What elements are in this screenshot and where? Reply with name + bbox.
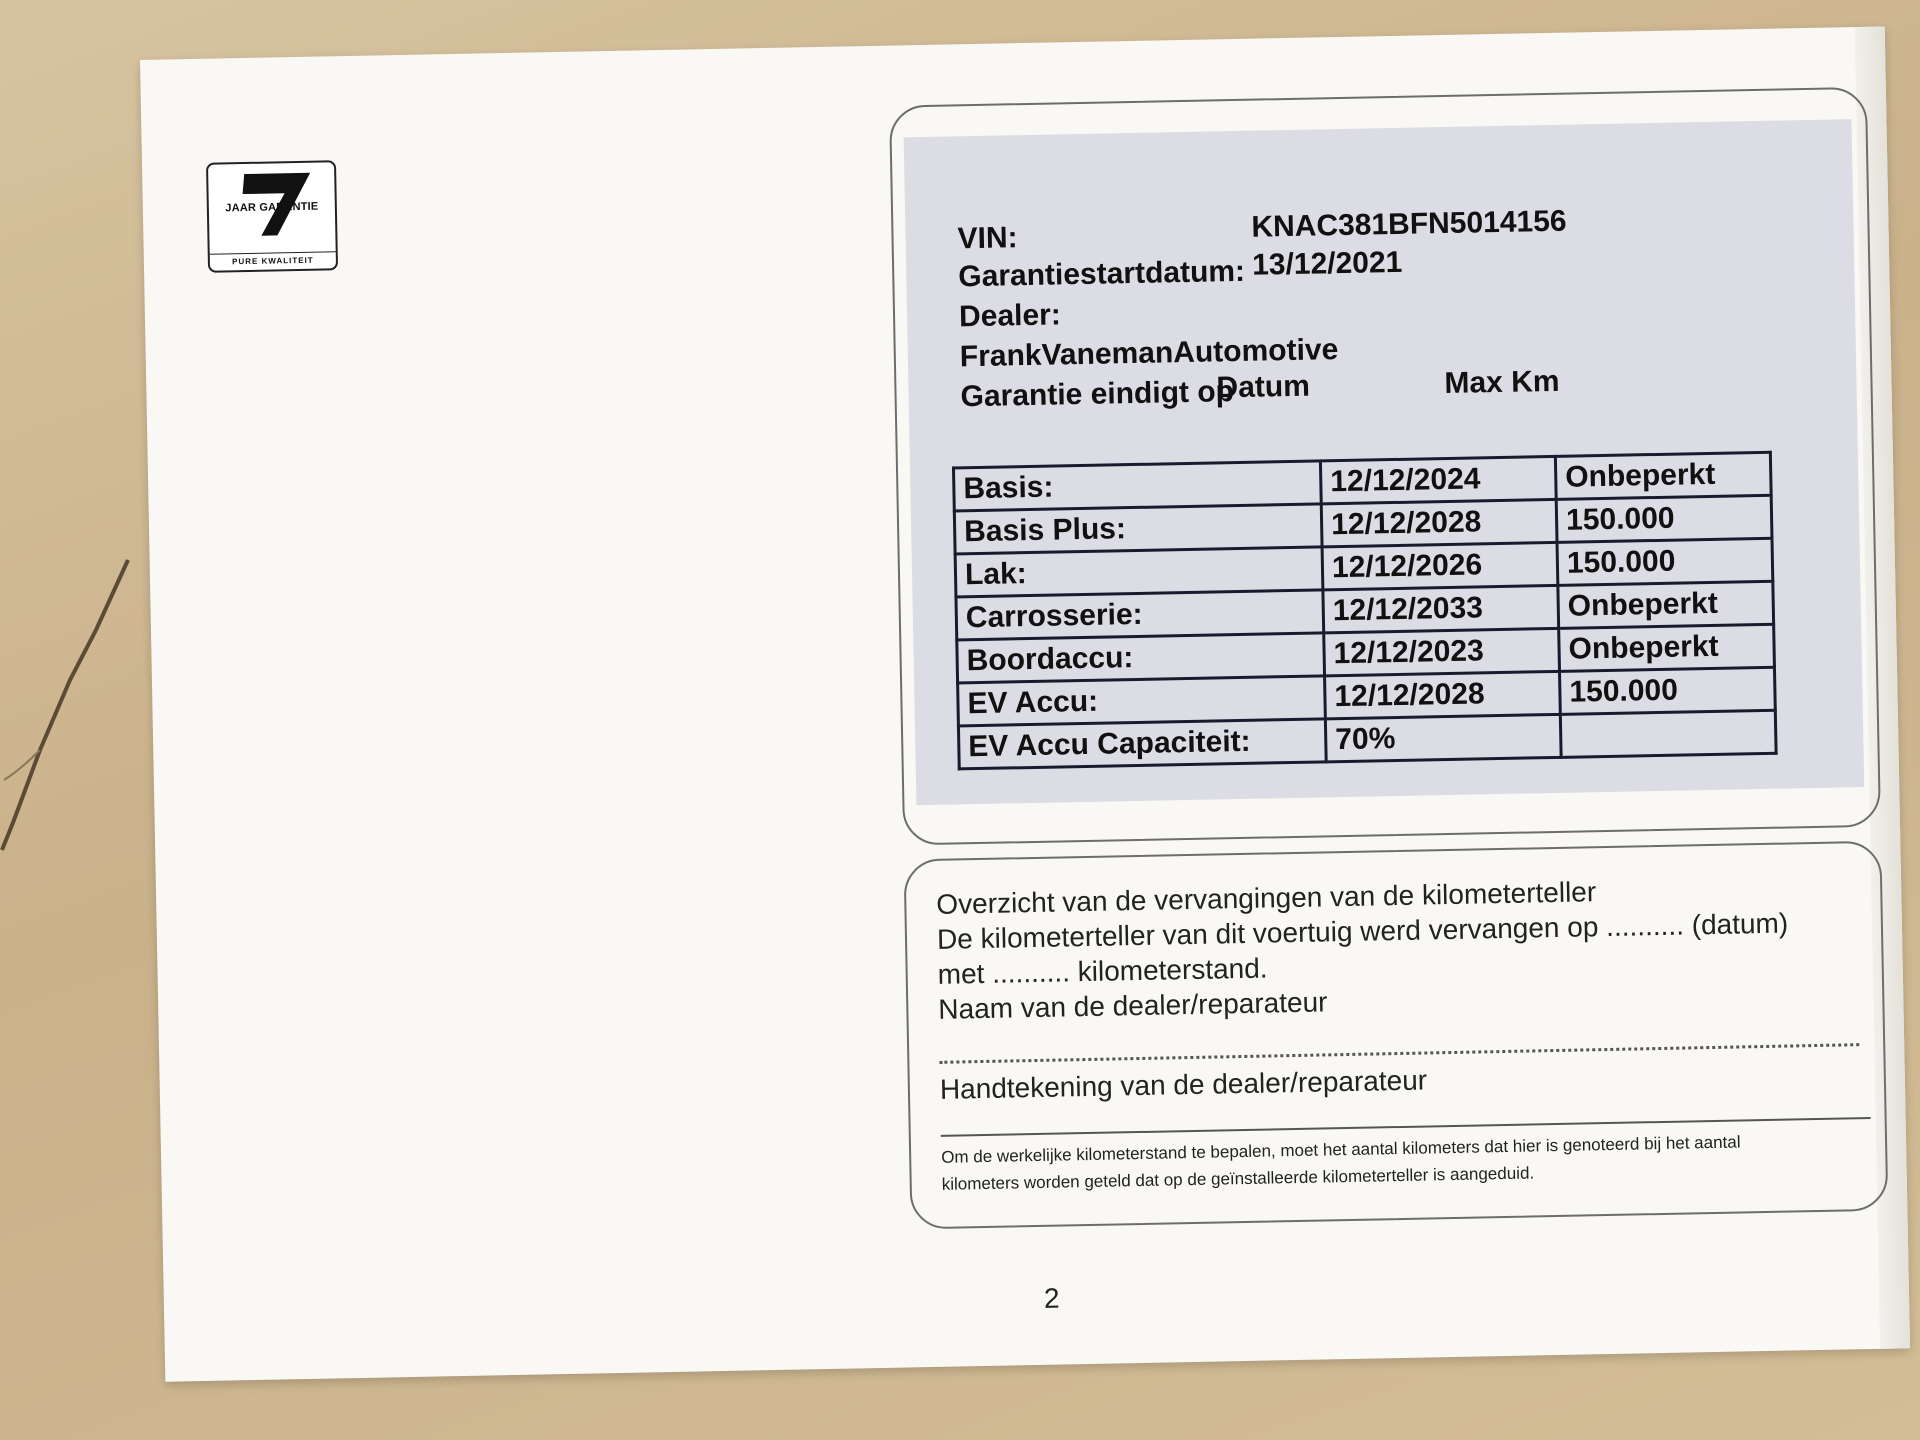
warranty-type: Basis Plus: (954, 504, 1322, 554)
vin-label: VIN: (957, 221, 1018, 256)
odometer-footnote-line-2: kilometers worden geteld dat op de geïnstalleerde kilometerteller is aangeduid. (941, 1163, 1535, 1194)
warranty-max-km: 150.000 (1557, 538, 1773, 585)
signature-label: Handtekening van de dealer/reparateur (939, 1064, 1428, 1105)
warranty-end-date: 12/12/2033 (1323, 585, 1559, 633)
warranty-max-km: Onbeperkt (1559, 624, 1775, 671)
odometer-title: Overzicht van de vervangingen van de kilometerteller (936, 876, 1597, 920)
warranty-type: Lak: (955, 547, 1323, 597)
warranty-booklet-page (140, 27, 1910, 1382)
warranty-max-km (1560, 710, 1776, 757)
odometer-replacement-frame (903, 841, 1888, 1230)
odometer-section (936, 869, 1872, 1197)
warranty-max-km: Onbeperkt (1555, 452, 1771, 499)
warranty-end-date: 12/12/2028 (1321, 499, 1557, 547)
warranty-type: EV Accu Capaciteit: (958, 719, 1326, 769)
warranty-end-date: 12/12/2023 (1324, 628, 1560, 676)
vin-value: KNAC381BFN5014156 (1251, 204, 1567, 244)
table-header-max-km: Max Km (1444, 364, 1560, 401)
odometer-footnote-line-1: Om de werkelijke kilometerstand te bepalen, moet het aantal kilometers dat hier is genoteerd bij het aantal (941, 1132, 1741, 1167)
warranty-end-date: 12/12/2028 (1325, 671, 1561, 719)
table-header-ends-on: Garantie eindigt op (960, 375, 1235, 414)
warranty-type: Basis: (953, 461, 1321, 511)
warranty-end-date: 12/12/2026 (1322, 542, 1558, 590)
page-number: 2 (1043, 1282, 1060, 1314)
warranty-end-date: 70% (1325, 714, 1561, 762)
warranty-info-frame (889, 87, 1881, 846)
seven-year-warranty-logo (206, 160, 338, 272)
start-date-value: 13/12/2021 (1251, 245, 1403, 282)
warranty-max-km: 150.000 (1556, 495, 1772, 542)
dealer-name-label: Naam van de dealer/reparateur (938, 986, 1328, 1025)
odometer-replaced-date-line: De kilometerteller van dit voertuig werd vervangen op .......... (datum) (936, 907, 1789, 955)
warranty-sticker (904, 119, 1865, 805)
warranty-max-km: Onbeperkt (1558, 581, 1774, 628)
warranty-type: Boordaccu: (957, 633, 1325, 683)
warranty-max-km: 150.000 (1559, 667, 1775, 714)
start-date-label: Garantiestartdatum: (957, 254, 1246, 294)
warranty-table (952, 451, 1778, 771)
odometer-reading-line: met .......... kilometerstand. (937, 952, 1268, 990)
dealer-label: Dealer: (958, 298, 1062, 334)
dealer-value: FrankVanemanAutomotive (959, 333, 1339, 374)
table-header-date: Datum (1216, 369, 1311, 405)
logo-top-text: JAAR GARANTIE (225, 200, 319, 215)
warranty-type: EV Accu: (958, 676, 1326, 726)
warranty-end-date: 12/12/2024 (1320, 456, 1556, 504)
warranty-type: Carrosserie: (956, 590, 1324, 640)
logo-bottom-text: PURE KWALITEIT (210, 251, 336, 266)
wood-crack (0, 520, 140, 860)
